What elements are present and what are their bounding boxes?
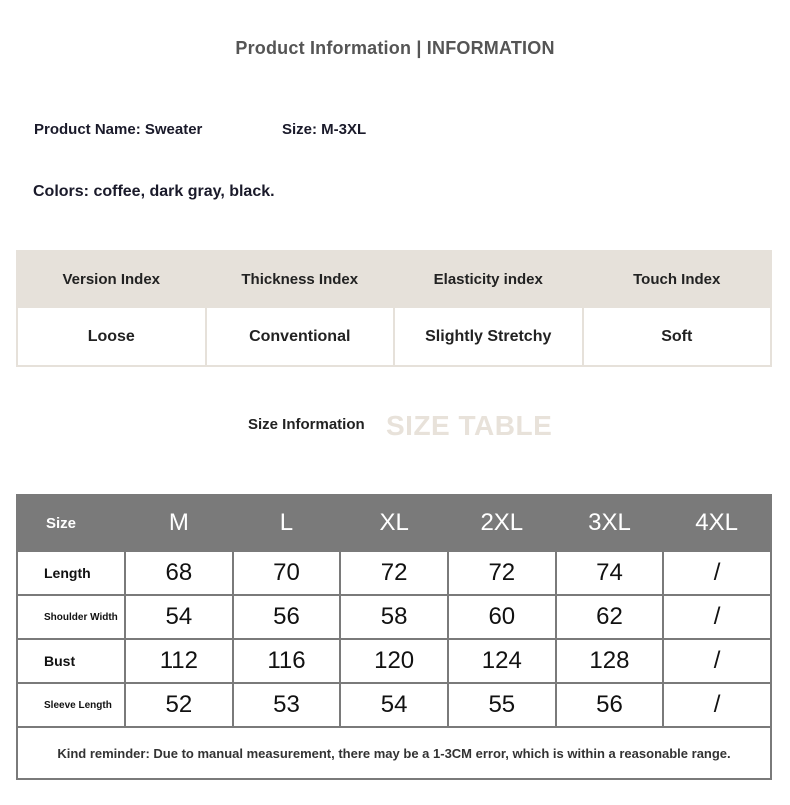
table-cell: 56 — [233, 595, 341, 639]
product-colors: Colors: coffee, dark gray, black. — [33, 183, 275, 200]
table-cell: 116 — [233, 639, 341, 683]
table-cell: / — [663, 639, 771, 683]
index-header-thickness: Thickness Index — [206, 251, 395, 307]
table-cell: / — [663, 551, 771, 595]
index-table — [16, 250, 772, 367]
table-cell: / — [663, 595, 771, 639]
table-cell: 60 — [448, 595, 556, 639]
index-header-elasticity: Elasticity index — [394, 251, 583, 307]
table-cell: 55 — [448, 683, 556, 727]
table-cell: 124 — [448, 639, 556, 683]
table-cell: 52 — [125, 683, 233, 727]
row-label-bust: Bust — [17, 639, 125, 683]
table-cell: 62 — [556, 595, 664, 639]
size-header-3xl: 3XL — [556, 495, 664, 551]
index-value-version: Loose — [17, 307, 206, 366]
index-header-touch: Touch Index — [583, 251, 772, 307]
table-row — [17, 595, 771, 639]
index-header-row — [17, 251, 771, 307]
table-cell: 58 — [340, 595, 448, 639]
row-label-sleeve-length: Sleeve Length — [17, 683, 125, 727]
table-cell: 120 — [340, 639, 448, 683]
size-info-label: Size Information — [248, 416, 365, 433]
table-cell: 54 — [125, 595, 233, 639]
note-row — [17, 727, 771, 779]
size-header-l: L — [233, 495, 341, 551]
table-row — [17, 683, 771, 727]
index-value-row — [17, 307, 771, 366]
table-cell: 128 — [556, 639, 664, 683]
table-cell: 53 — [233, 683, 341, 727]
row-label-length: Length — [17, 551, 125, 595]
size-header-label: Size — [17, 495, 125, 551]
size-header-row — [17, 495, 771, 551]
page-title: Product Information | INFORMATION — [235, 38, 555, 58]
size-table — [16, 494, 772, 780]
row-label-shoulder-width: Shoulder Width — [17, 595, 125, 639]
index-value-touch: Soft — [583, 307, 772, 366]
index-value-thickness: Conventional — [206, 307, 395, 366]
product-name: Product Name: Sweater — [34, 121, 203, 138]
table-cell: 74 — [556, 551, 664, 595]
table-cell: / — [663, 683, 771, 727]
kind-reminder-note: Kind reminder: Due to manual measurement, there may be a 1-3CM error, which is within a reasonable range. — [17, 727, 771, 779]
size-header-4xl: 4XL — [663, 495, 771, 551]
table-cell: 112 — [125, 639, 233, 683]
table-cell: 72 — [340, 551, 448, 595]
table-cell: 56 — [556, 683, 664, 727]
table-row — [17, 639, 771, 683]
index-value-elasticity: Slightly Stretchy — [394, 307, 583, 366]
size-header-2xl: 2XL — [448, 495, 556, 551]
table-row — [17, 551, 771, 595]
size-header-m: M — [125, 495, 233, 551]
table-cell: 72 — [448, 551, 556, 595]
product-size: Size: M-3XL — [282, 121, 367, 138]
table-cell: 68 — [125, 551, 233, 595]
size-header-xl: XL — [340, 495, 448, 551]
table-cell: 70 — [233, 551, 341, 595]
table-cell: 54 — [340, 683, 448, 727]
size-table-title: SIZE TABLE — [386, 410, 553, 441]
index-header-version: Version Index — [17, 251, 206, 307]
